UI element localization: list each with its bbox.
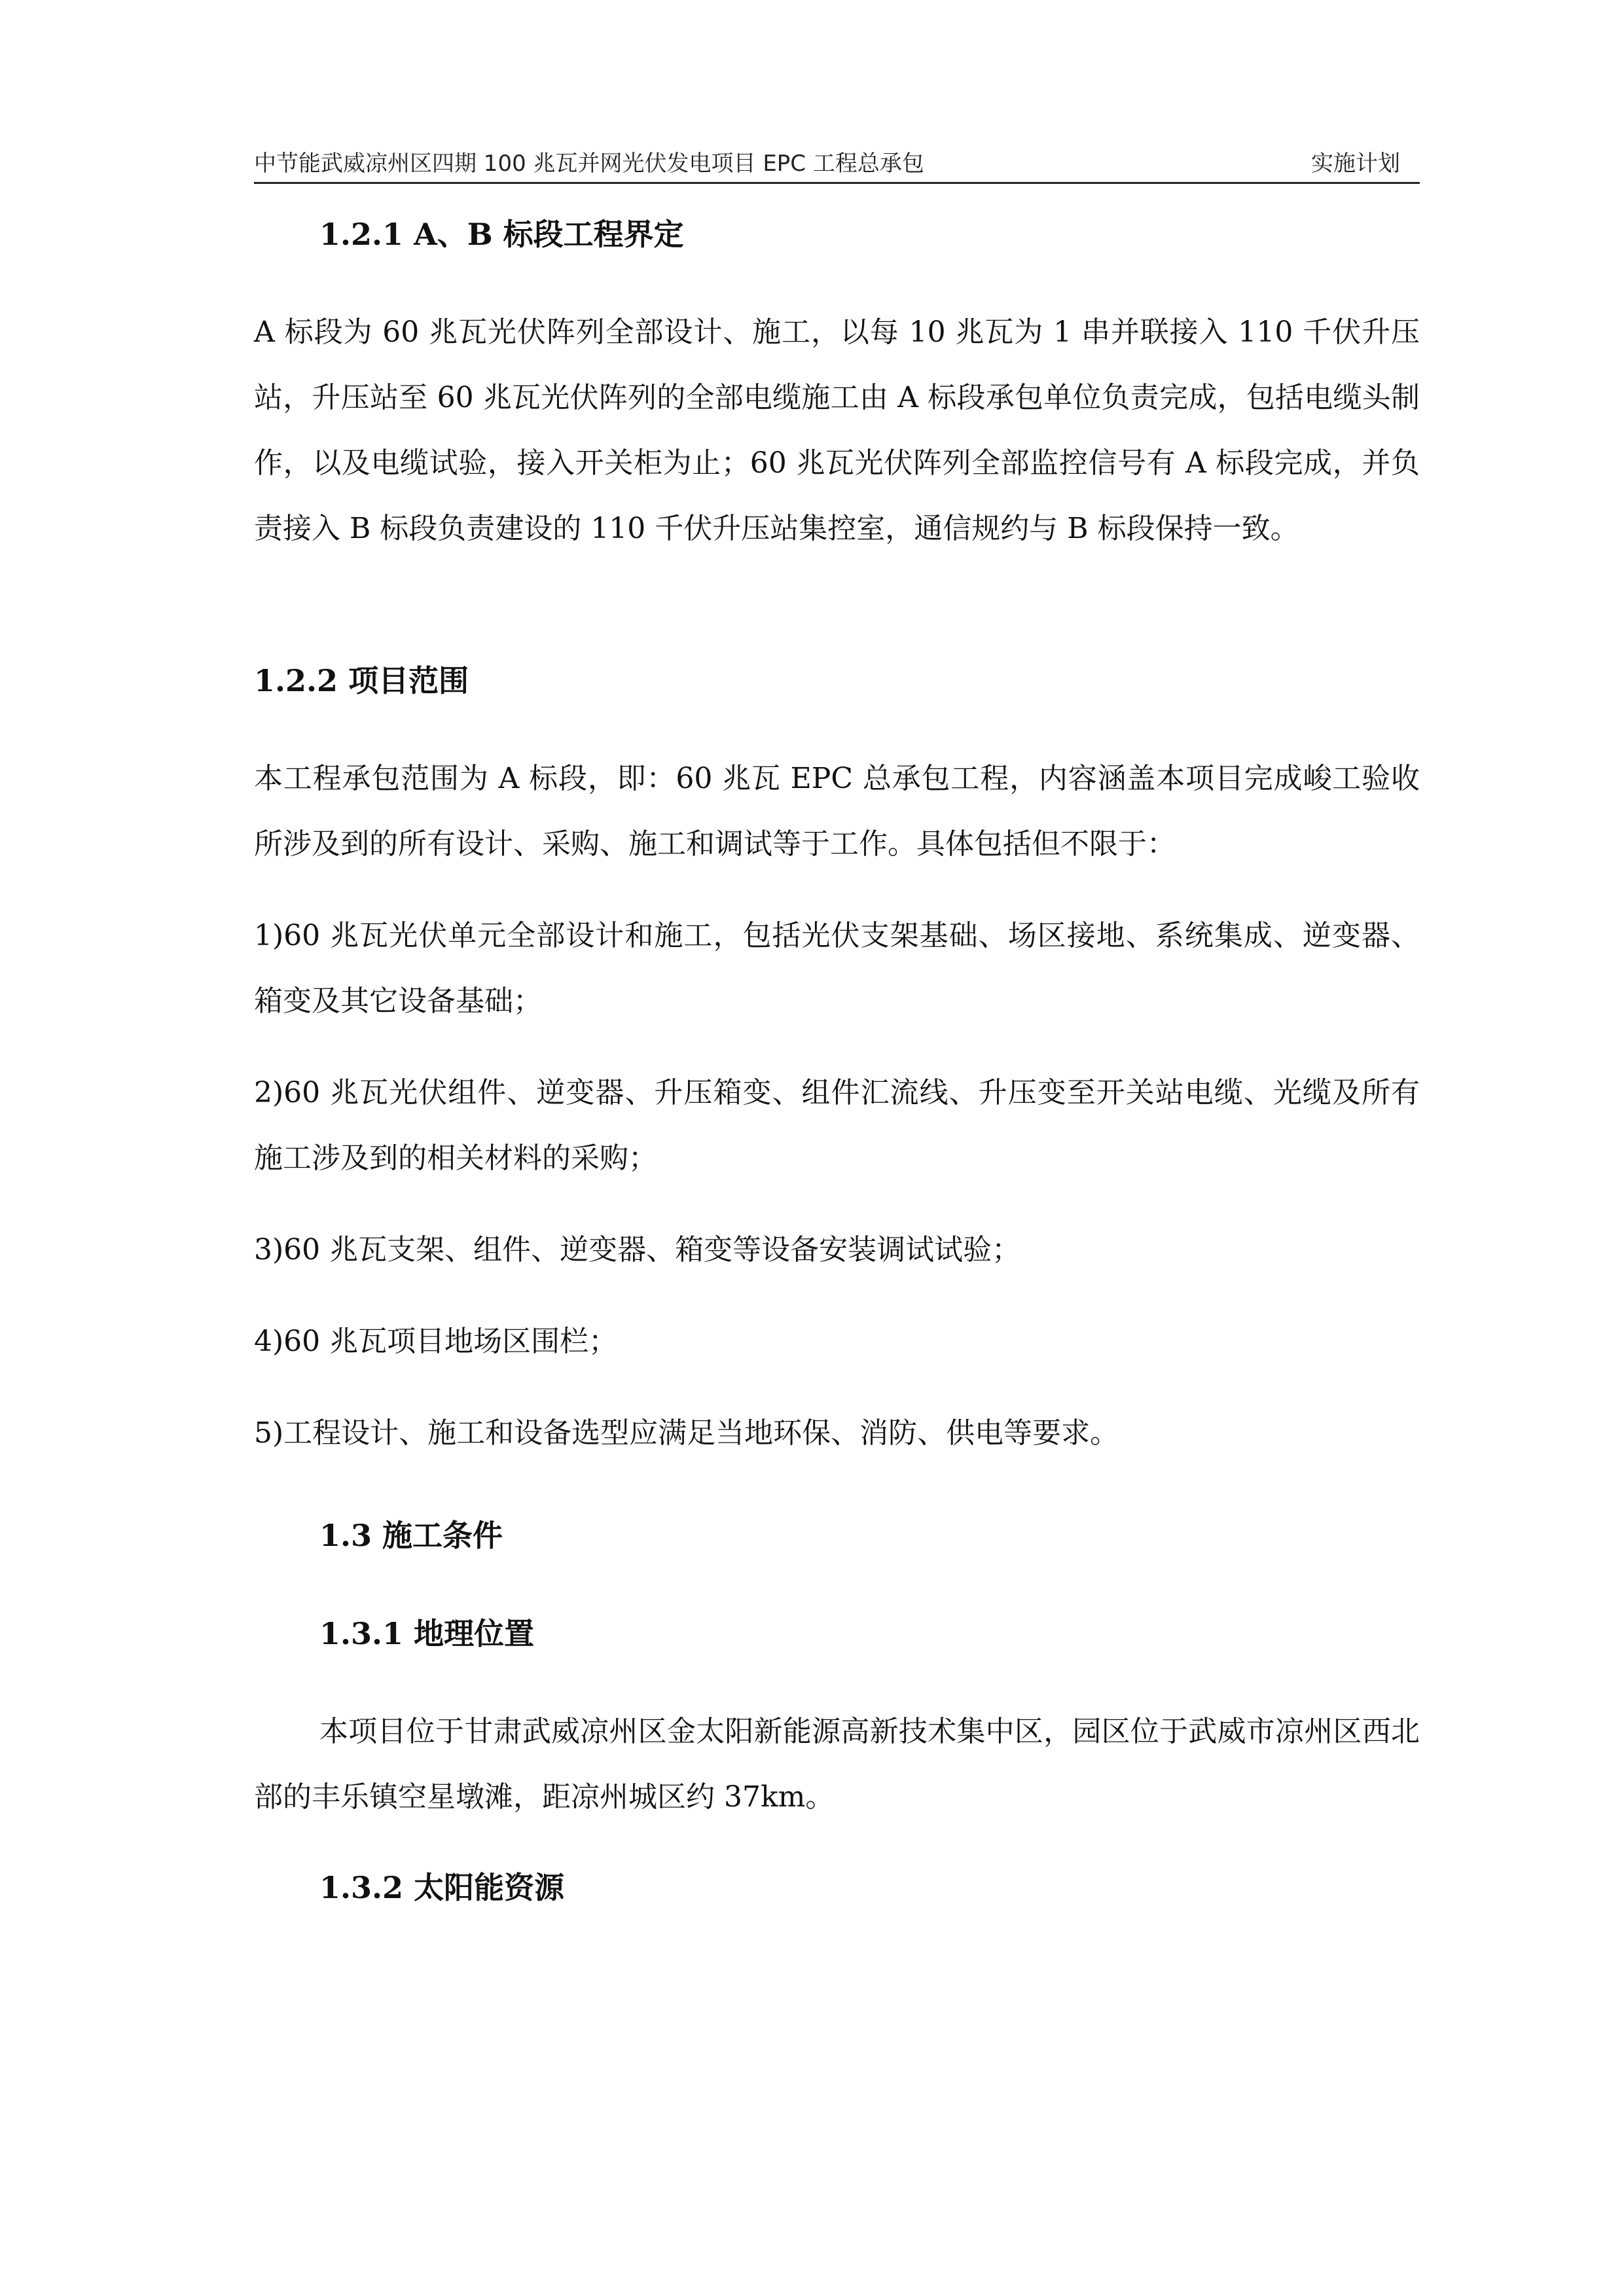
- list-item-5: 5)工程设计、施工和设备选型应满足当地环保、消防、供电等要求。: [254, 1416, 1119, 1450]
- paragraph-1-3-1: 本项目位于甘肃武威凉州区金太阳新能源高新技术集中区，园区位于武威市凉州区西北部的丰乐镇空星墩滩，距凉州城区约 37km。: [254, 1715, 1420, 1814]
- list-item-3: 3)60 兆瓦支架、组件、逆变器、箱变等设备安装调试试验；: [254, 1233, 1021, 1266]
- list-item-2: 2)60 兆瓦光伏组件、逆变器、升压箱变、组件汇流线、升压变至开关站电缆、光缆及所有施工涉及到的相关材料的采购；: [254, 1076, 1420, 1175]
- heading-1-3: 1.3 施工条件: [319, 1518, 503, 1553]
- header-doc-type: 实施计划: [1311, 151, 1400, 177]
- heading-1-3-2: 1.3.2 太阳能资源: [319, 1870, 565, 1905]
- header-project-title: 中节能武威凉州区四期 100 兆瓦并网光伏发电项目 EPC 工程总承包: [254, 151, 924, 177]
- heading-1-3-1: 1.3.1 地理位置: [319, 1616, 535, 1651]
- paragraph-1-2-1: A 标段为 60 兆瓦光伏阵列全部设计、施工，以每 10 兆瓦为 1 串并联接入 110 千伏升压站，升压站至 60 兆瓦光伏阵列的全部电缆施工由 A 标段承包单位负责完成，包括电缆头制作，以及电缆试验，接入开关柜为止；60 兆瓦光伏阵列全部监控信号有 A 标段完成，并负责接入 B 标段负责建设的 110 千伏升压站集控室，通信规约与 B 标段保持一致。: [254, 315, 1420, 545]
- list-item-1: 1)60 兆瓦光伏单元全部设计和施工，包括光伏支架基础、场区接地、系统集成、逆变器、箱变及其它设备基础；: [254, 919, 1420, 1018]
- heading-1-2-2: 1.2.2 项目范围: [254, 663, 469, 698]
- list-item-4: 4)60 兆瓦项目地场区围栏；: [254, 1325, 618, 1358]
- paragraph-1-2-2: 本工程承包范围为 A 标段，即：60 兆瓦 EPC 总承包工程，内容涵盖本项目完成峻工验收所涉及到的所有设计、采购、施工和调试等于工作。具体包括但不限于：: [254, 762, 1420, 861]
- heading-1-2-1: 1.2.1 A、B 标段工程界定: [319, 217, 684, 252]
- page-header: [254, 145, 1420, 184]
